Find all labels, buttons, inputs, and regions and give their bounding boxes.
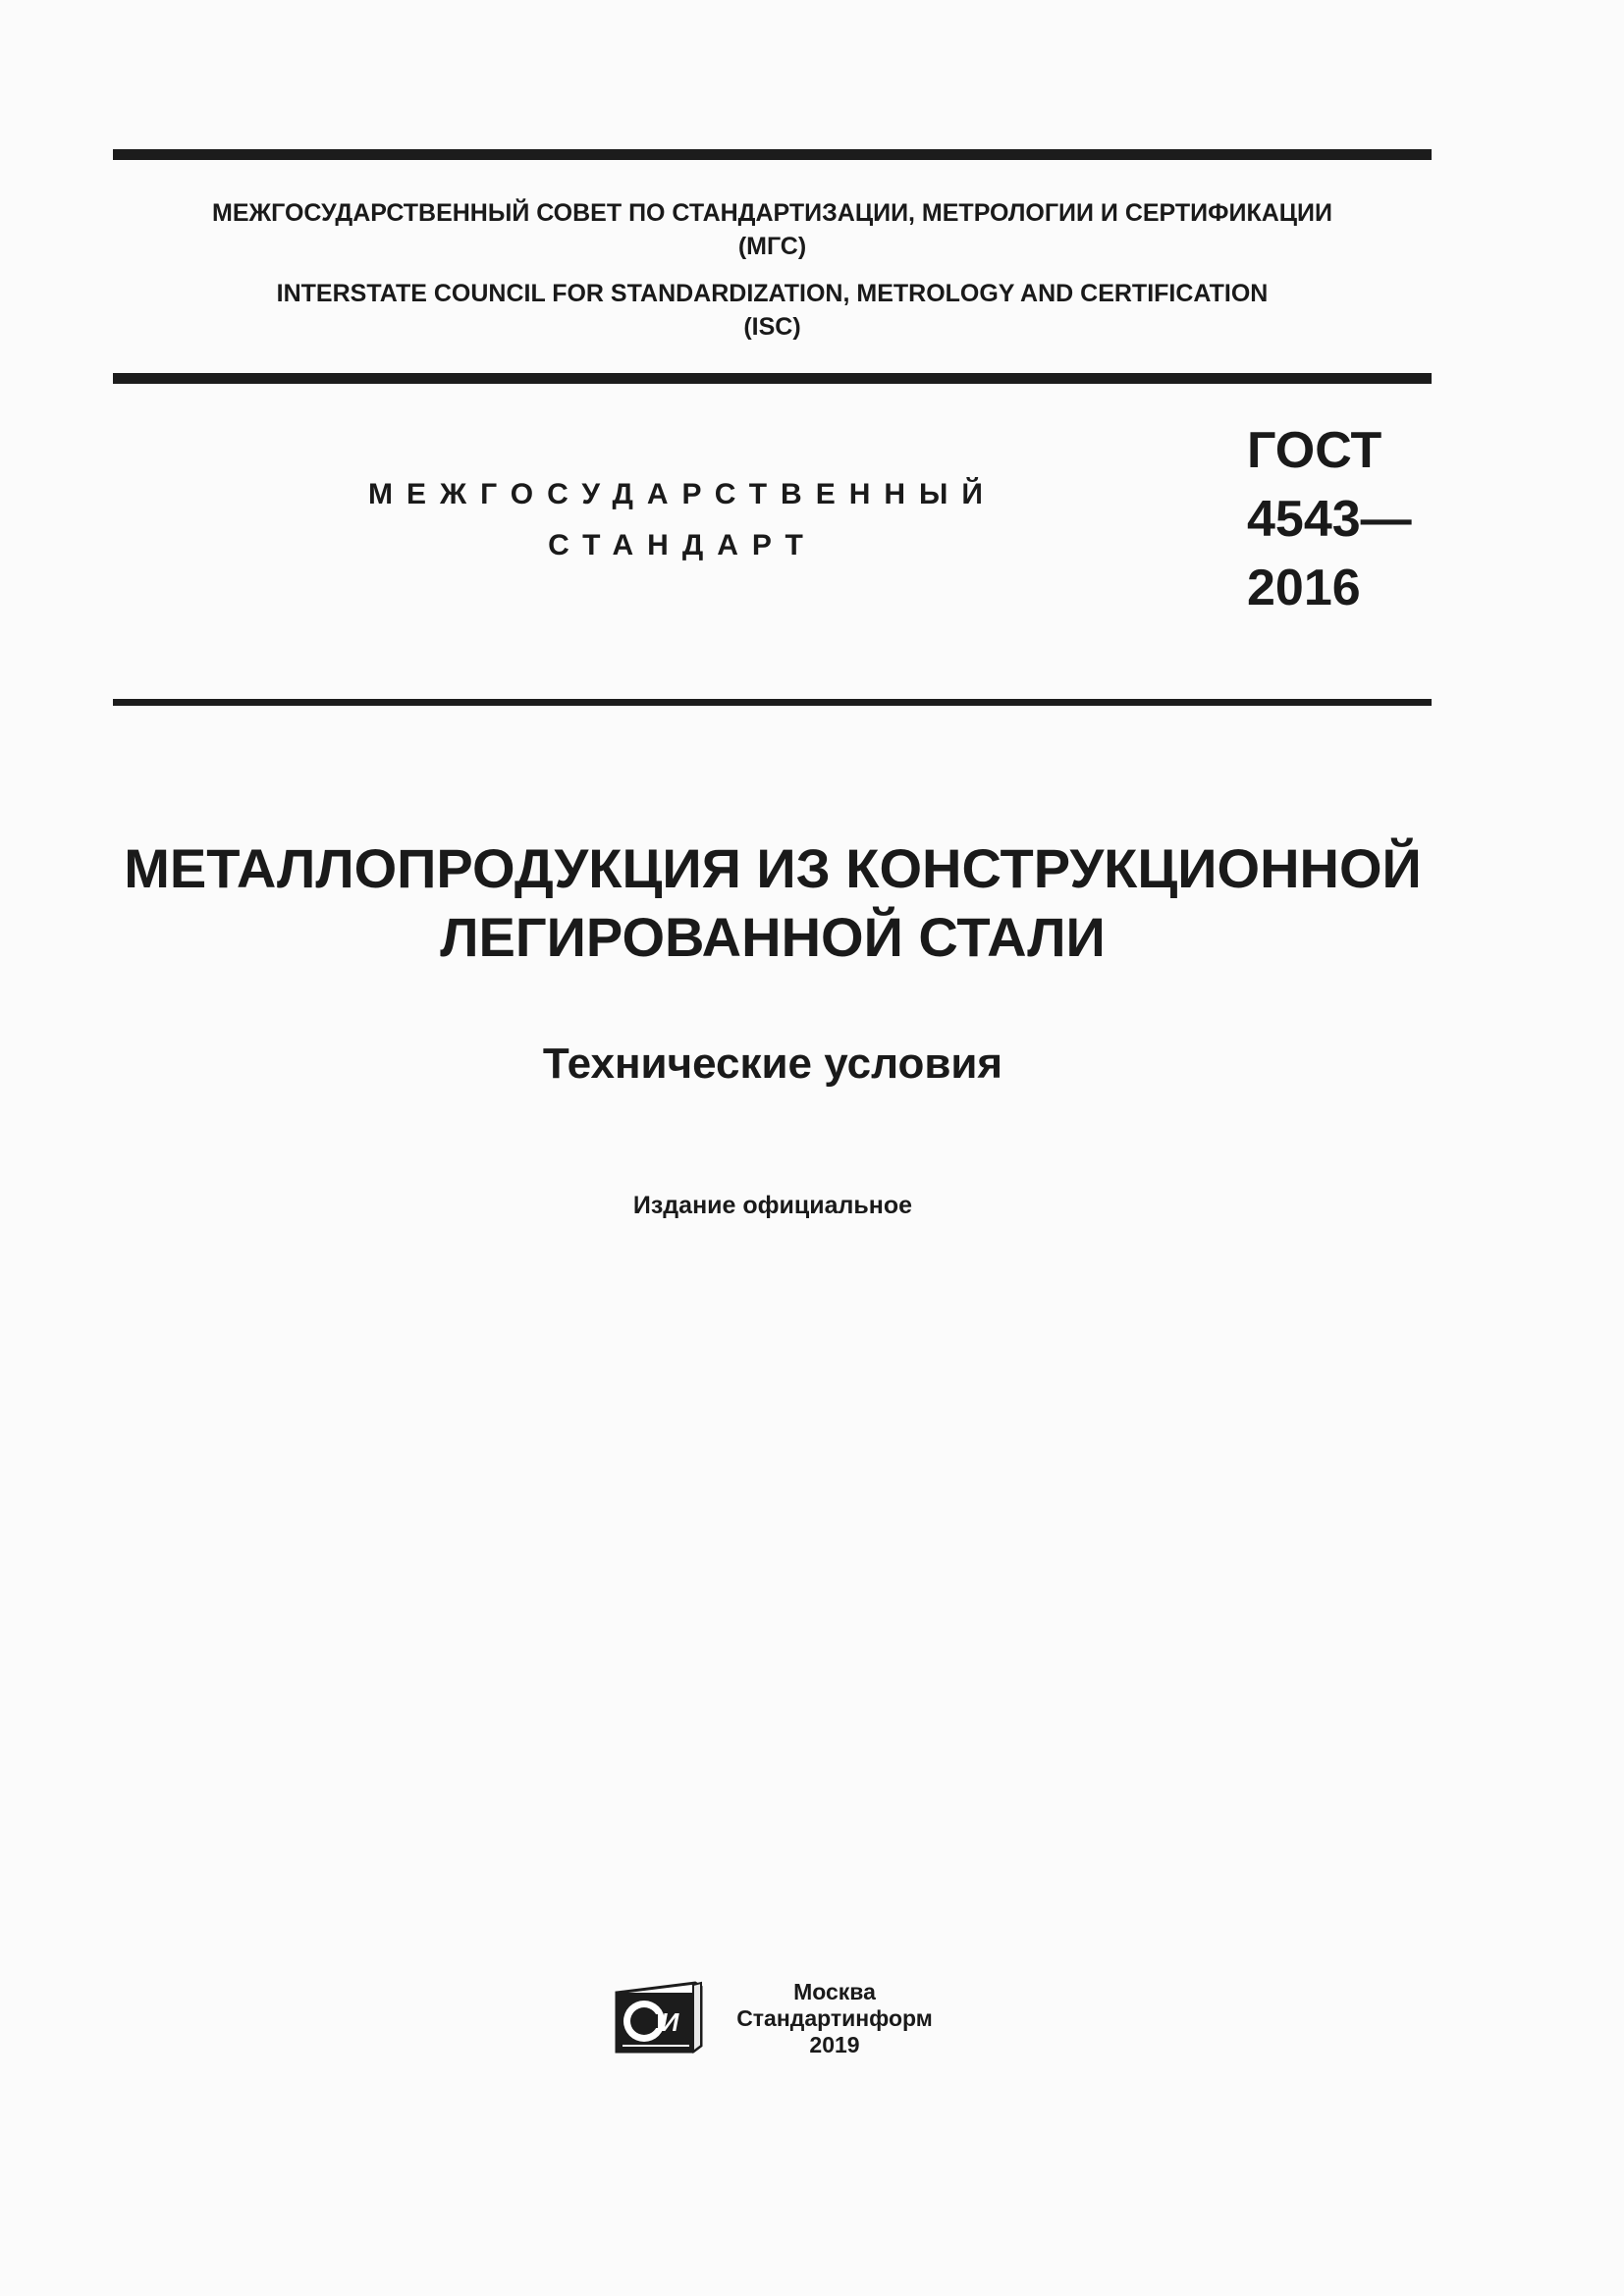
publisher-city: Москва (793, 1979, 876, 2004)
edition-note: Издание официальное (632, 1192, 913, 1219)
document-subtitle: Технические условия (542, 1040, 1003, 1088)
title-divider (113, 699, 1432, 706)
council-name-ru-line: МЕЖГОСУДАРСТВЕННЫЙ СОВЕТ ПО СТАНДАРТИЗАЦИИ, МЕТРОЛОГИИ И СЕРТИФИКАЦИИ (212, 199, 1332, 227)
publisher-name: Стандартинформ (736, 2005, 933, 2031)
gost-number: 4543— (1247, 491, 1412, 548)
standartinform-logo-icon (611, 1981, 705, 2054)
document-title-line1: МЕТАЛЛОПРОДУКЦИЯ ИЗ КОНСТРУКЦИОННОЙ (124, 837, 1422, 899)
svg-text:И: И (660, 2007, 679, 2037)
council-name-ru (113, 196, 1432, 263)
council-name-en (113, 277, 1432, 344)
council-abbr-en: (ISC) (743, 313, 801, 341)
gost-designation (1247, 416, 1412, 622)
document-title-line2: ЛЕГИРОВАННОЙ СТАЛИ (440, 906, 1106, 968)
header-divider (113, 373, 1432, 384)
council-abbr-ru: (МГС) (737, 233, 807, 260)
standard-kind (334, 469, 1031, 571)
standard-kind-line2: СТАНДАРТ (548, 529, 817, 561)
publisher-block (717, 1979, 952, 2058)
publication-year: 2019 (809, 2032, 860, 2057)
document-title (98, 834, 1447, 972)
council-name-en-line: INTERSTATE COUNCIL FOR STANDARDIZATION, METROLOGY AND CERTIFICATION (276, 280, 1269, 307)
top-rule (113, 149, 1432, 160)
gost-year: 2016 (1247, 560, 1361, 616)
standard-kind-line1: МЕЖГОСУДАРСТВЕННЫЙ (368, 478, 997, 510)
gost-prefix: ГОСТ (1247, 422, 1382, 479)
